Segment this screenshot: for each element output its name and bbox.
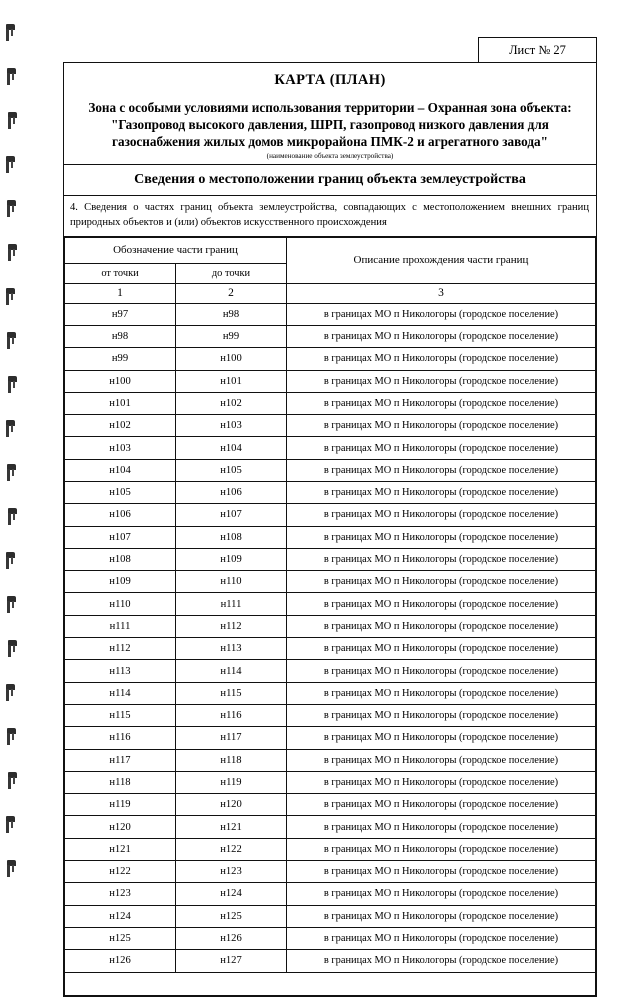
table-row: [65, 861, 596, 883]
cell-from-point: н103: [65, 437, 176, 459]
scan-artifact-mark: [8, 772, 20, 791]
cell-from-point: н101: [65, 392, 176, 414]
table-body: [65, 283, 596, 995]
scan-artifact-mark: [8, 376, 20, 395]
cell-to-point: н98: [176, 303, 287, 325]
cell-from-point: н124: [65, 905, 176, 927]
cell-to-point: н113: [176, 638, 287, 660]
cell-to-point: н104: [176, 437, 287, 459]
cell-from-point: н119: [65, 794, 176, 816]
cell-description: в границах МО п Никологоры (городское поселение): [287, 727, 596, 749]
scan-artifact-mark: [8, 508, 20, 527]
scan-artifact-mark: [6, 288, 18, 307]
table-row: [65, 415, 596, 437]
table-row: [65, 593, 596, 615]
table-row-spacer: [65, 972, 596, 995]
section-paragraph-block: [64, 196, 596, 236]
cell-from-point: н115: [65, 704, 176, 726]
column-number-2: 2: [176, 283, 287, 303]
cell-to-point: н106: [176, 481, 287, 503]
cell-to-point: н119: [176, 771, 287, 793]
header-from-point: от точки: [65, 263, 176, 283]
cell-to-point: н123: [176, 861, 287, 883]
cell-to-point: н115: [176, 682, 287, 704]
scan-artifact-mark: [8, 244, 20, 263]
cell-description: в границах МО п Никологоры (городское поселение): [287, 749, 596, 771]
cell-to-point: н118: [176, 749, 287, 771]
cell-description: в границах МО п Никологоры (городское поселение): [287, 794, 596, 816]
table-row: [65, 526, 596, 548]
section-heading: Сведения о местоположении границ объекта землеустройства: [134, 172, 526, 188]
cell-from-point: н120: [65, 816, 176, 838]
header-designation-group: Обозначение части границ: [65, 237, 287, 263]
scan-artifact-mark: [6, 24, 18, 43]
cell-description: в границах МО п Никологоры (городское поселение): [287, 548, 596, 570]
table-row: [65, 704, 596, 726]
cell-from-point: н100: [65, 370, 176, 392]
cell-description: в границах МО п Никологоры (городское поселение): [287, 615, 596, 637]
scan-binding-edge-artifacts: [0, 0, 60, 905]
section-title-block: [64, 165, 596, 196]
cell-to-point: н120: [176, 794, 287, 816]
subtitle-line-2: "Газопровод высокого давления, ШРП, газопровод низкого давления для: [111, 117, 549, 133]
cell-from-point: н108: [65, 548, 176, 570]
cell-to-point: н127: [176, 950, 287, 972]
cell-spacer: [65, 972, 176, 995]
cell-from-point: н118: [65, 771, 176, 793]
cell-to-point: н103: [176, 415, 287, 437]
cell-to-point: н126: [176, 927, 287, 949]
scan-artifact-mark: [7, 596, 19, 615]
cell-description: в границах МО п Никологоры (городское поселение): [287, 325, 596, 347]
cell-from-point: н104: [65, 459, 176, 481]
scan-artifact-mark: [6, 420, 18, 439]
cell-to-point: н110: [176, 571, 287, 593]
cell-description: в границах МО п Никологоры (городское поселение): [287, 571, 596, 593]
cell-description: в границах МО п Никологоры (городское поселение): [287, 771, 596, 793]
table-row: [65, 303, 596, 325]
title-block: [64, 63, 596, 165]
cell-to-point: н109: [176, 548, 287, 570]
table-row: [65, 437, 596, 459]
cell-from-point: н114: [65, 682, 176, 704]
cell-description: в границах МО п Никологоры (городское поселение): [287, 437, 596, 459]
cell-description: в границах МО п Никологоры (городское поселение): [287, 838, 596, 860]
cell-from-point: н113: [65, 660, 176, 682]
cell-from-point: н126: [65, 950, 176, 972]
cell-from-point: н112: [65, 638, 176, 660]
cell-description: в границах МО п Никологоры (городское поселение): [287, 303, 596, 325]
cell-description: в границах МО п Никологоры (городское поселение): [287, 950, 596, 972]
scan-artifact-mark: [7, 68, 19, 87]
table-row: [65, 749, 596, 771]
cell-description: в границах МО п Никологоры (городское поселение): [287, 392, 596, 414]
cell-to-point: н125: [176, 905, 287, 927]
table-row: [65, 682, 596, 704]
cell-from-point: н107: [65, 526, 176, 548]
cell-description: в границах МО п Никологоры (городское поселение): [287, 415, 596, 437]
cell-description: в границах МО п Никологоры (городское поселение): [287, 660, 596, 682]
table-row: [65, 950, 596, 972]
table-row: [65, 392, 596, 414]
document-frame: [63, 62, 597, 997]
table-row: [65, 727, 596, 749]
cell-to-point: н112: [176, 615, 287, 637]
cell-from-point: н105: [65, 481, 176, 503]
cell-description: в границах МО п Никологоры (городское поселение): [287, 704, 596, 726]
cell-description: в границах МО п Никологоры (городское поселение): [287, 504, 596, 526]
scan-artifact-mark: [8, 112, 20, 131]
header-description: Описание прохождения части границ: [287, 237, 596, 283]
document-subtitle: [74, 99, 586, 150]
table-row: [65, 838, 596, 860]
table-header: [65, 237, 596, 283]
scan-artifact-mark: [6, 552, 18, 571]
subtitle-line-3: газоснабжения жилых домов микрорайона ПМК-2 и агрегатного завода": [112, 134, 548, 150]
table-row: [65, 883, 596, 905]
table-row: [65, 905, 596, 927]
cell-from-point: н116: [65, 727, 176, 749]
cell-description: в границах МО п Никологоры (городское поселение): [287, 883, 596, 905]
header-to-point: до точки: [176, 263, 287, 283]
cell-from-point: н97: [65, 303, 176, 325]
table-row: [65, 481, 596, 503]
cell-to-point: н111: [176, 593, 287, 615]
sheet-number-box: [478, 37, 597, 63]
table-row: [65, 771, 596, 793]
scan-artifact-mark: [6, 684, 18, 703]
column-number-3: 3: [287, 283, 596, 303]
cell-to-point: н107: [176, 504, 287, 526]
cell-description: в границах МО п Никологоры (городское поселение): [287, 459, 596, 481]
table-row: [65, 548, 596, 570]
cell-from-point: н117: [65, 749, 176, 771]
table-row: [65, 504, 596, 526]
cell-from-point: н125: [65, 927, 176, 949]
cell-to-point: н108: [176, 526, 287, 548]
cell-description: в границах МО п Никологоры (городское поселение): [287, 927, 596, 949]
cell-description: в границах МО п Никологоры (городское поселение): [287, 638, 596, 660]
table-row: [65, 571, 596, 593]
cell-from-point: н98: [65, 325, 176, 347]
cell-spacer: [287, 972, 596, 995]
cell-to-point: н124: [176, 883, 287, 905]
page-title: КАРТА (ПЛАН): [274, 72, 386, 88]
cell-description: в границах МО п Никологоры (городское поселение): [287, 816, 596, 838]
sheet-number-label: Лист № 27: [509, 42, 566, 57]
cell-from-point: н111: [65, 615, 176, 637]
table-row: [65, 370, 596, 392]
cell-from-point: н106: [65, 504, 176, 526]
scan-artifact-mark: [7, 200, 19, 219]
cell-description: в границах МО п Никологоры (городское поселение): [287, 861, 596, 883]
cell-description: в границах МО п Никологоры (городское поселение): [287, 682, 596, 704]
cell-to-point: н122: [176, 838, 287, 860]
table-header-row-group: [65, 237, 596, 263]
table-row: [65, 325, 596, 347]
scan-artifact-mark: [6, 156, 18, 175]
cell-to-point: н101: [176, 370, 287, 392]
table-row: [65, 660, 596, 682]
table-row: [65, 615, 596, 637]
cell-to-point: н116: [176, 704, 287, 726]
cell-to-point: н100: [176, 348, 287, 370]
cell-description: в границах МО п Никологоры (городское поселение): [287, 905, 596, 927]
cell-spacer: [176, 972, 287, 995]
scan-artifact-mark: [7, 332, 19, 351]
table-row: [65, 927, 596, 949]
cell-to-point: н102: [176, 392, 287, 414]
column-number-1: 1: [65, 283, 176, 303]
cell-description: в границах МО п Никологоры (городское поселение): [287, 370, 596, 392]
table-row: [65, 638, 596, 660]
cell-description: в границах МО п Никологоры (городское поселение): [287, 593, 596, 615]
scan-artifact-mark: [7, 860, 19, 879]
cell-to-point: н121: [176, 816, 287, 838]
table-row: [65, 348, 596, 370]
cell-to-point: н99: [176, 325, 287, 347]
cell-from-point: н109: [65, 571, 176, 593]
cell-to-point: н117: [176, 727, 287, 749]
cell-from-point: н121: [65, 838, 176, 860]
object-name-caption: (наименование объекта землеустройства): [266, 152, 394, 161]
table-column-number-row: [65, 283, 596, 303]
table-row: [65, 816, 596, 838]
cell-description: в границах МО п Никологоры (городское поселение): [287, 348, 596, 370]
scan-artifact-mark: [7, 464, 19, 483]
subtitle-line-1: Зона с особыми условиями использования территории – Охранная зона объекта:: [88, 100, 572, 115]
scan-artifact-mark: [8, 640, 20, 659]
border-parts-table: [64, 237, 596, 996]
scan-artifact-mark: [7, 728, 19, 747]
table-row: [65, 794, 596, 816]
cell-description: в границах МО п Никологоры (городское поселение): [287, 481, 596, 503]
cell-from-point: н102: [65, 415, 176, 437]
cell-from-point: н122: [65, 861, 176, 883]
table-row: [65, 459, 596, 481]
cell-from-point: н110: [65, 593, 176, 615]
cell-from-point: н123: [65, 883, 176, 905]
section-paragraph: 4. Сведения о частях границ объекта землеустройства, совпадающих с местоположением внешних границ природных объектов и (или) объектов искусственного происхождения: [70, 202, 589, 228]
cell-from-point: н99: [65, 348, 176, 370]
cell-to-point: н114: [176, 660, 287, 682]
cell-description: в границах МО п Никологоры (городское поселение): [287, 526, 596, 548]
cell-to-point: н105: [176, 459, 287, 481]
scan-artifact-mark: [6, 816, 18, 835]
